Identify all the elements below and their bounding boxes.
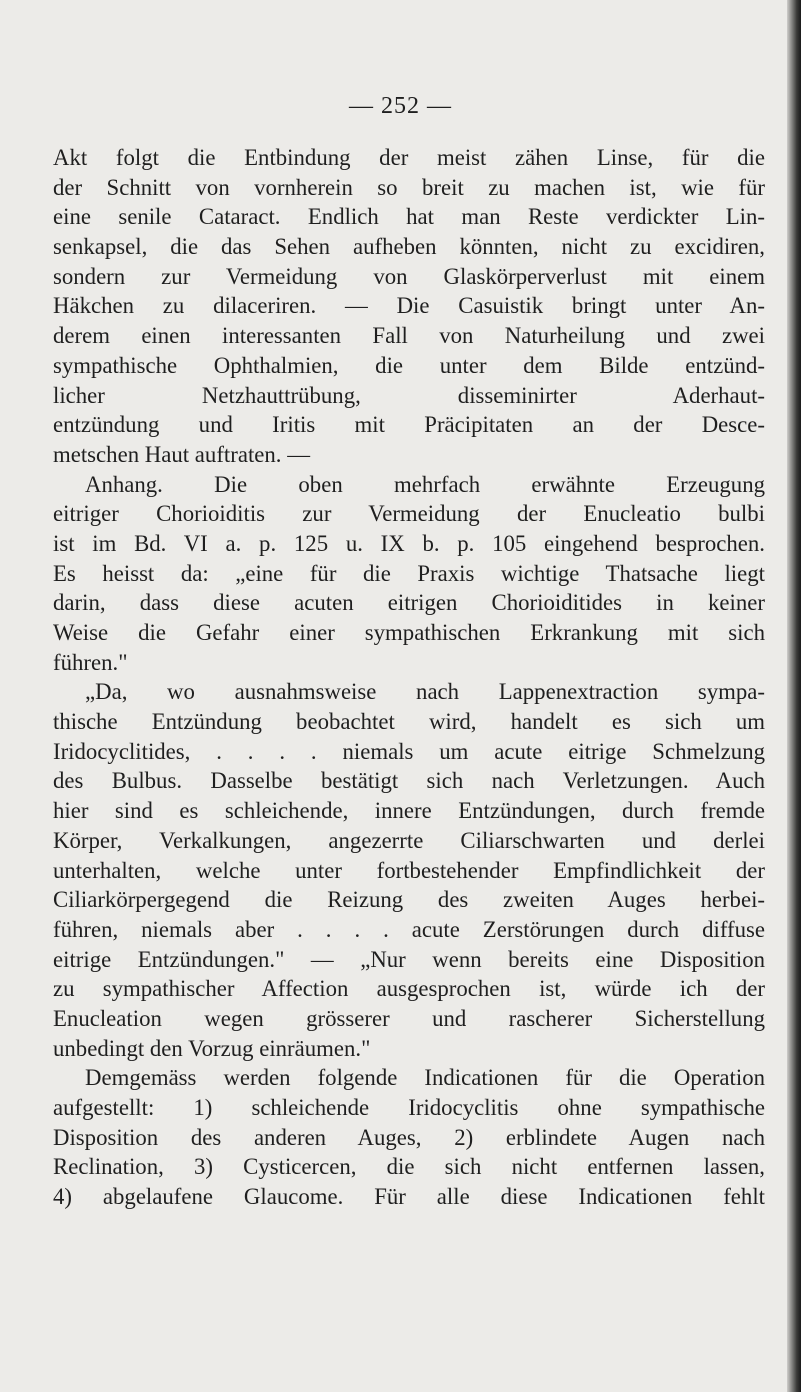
text-line: entzündung und Iritis mit Präcipitaten an der Desce- [53, 412, 765, 438]
body-text [53, 143, 765, 1212]
text-line: „Da, wo ausnahmsweise nach Lappenextraction sympa- [85, 679, 765, 705]
text-line: darin, dass diese acuten eitrigen Chorioiditides in keiner [53, 590, 765, 616]
text-line: unbedingt den Vorzug einräumen." [53, 1035, 371, 1061]
text-line: thische Entzündung beobachtet wird, handelt es sich um [53, 709, 765, 735]
text-line: Es heisst da: „eine für die Praxis wichtige Thatsache liegt [53, 560, 765, 586]
text-line: 4) abgelaufene Glaucome. Für alle diese Indicationen fehlt [53, 1184, 765, 1210]
text-line: sympathische Ophthalmien, die unter dem Bilde entzünd- [53, 352, 765, 378]
text-line: hier sind es schleichende, innere Entzündungen, durch fremde [53, 798, 765, 824]
text-line: ist im Bd. VI a. p. 125 u. IX b. p. 105 eingehend besprochen. [53, 530, 765, 556]
text-line: eine senile Cataract. Endlich hat man Reste verdickter Lin- [53, 204, 765, 230]
text-line: führen, niemals aber . . . . acute Zerstörungen durch diffuse [53, 916, 765, 942]
text-line: metschen Haut auftraten. — [53, 441, 310, 467]
text-line: eitriger Chorioiditis zur Vermeidung der Enucleatio bulbi [53, 501, 765, 527]
text-line: Anhang. Die oben mehrfach erwähnte Erzeugung [85, 471, 765, 497]
text-line: licher Netzhauttrübung, disseminirter Aderhaut- [53, 382, 765, 408]
text-line: eitrige Entzündungen." — „Nur wenn bereits eine Disposition [53, 946, 765, 972]
page-edge-shadow [787, 0, 801, 1392]
text-line: senkapsel, die das Sehen aufheben könnten, nicht zu excidiren, [53, 234, 765, 260]
text-line: Demgemäss werden folgende Indicationen für die Operation [85, 1065, 765, 1091]
text-line: unterhalten, welche unter fortbestehender Empfindlichkeit der [53, 857, 765, 883]
text-line: derem einen interessanten Fall von Naturheilung und zwei [53, 323, 765, 349]
page-number: — 252 — [349, 93, 452, 119]
text-line: zu sympathischer Affection ausgesprochen ist, würde ich der [53, 976, 765, 1002]
text-line: des Bulbus. Dasselbe bestätigt sich nach Verletzungen. Auch [53, 768, 765, 794]
text-line: führen." [53, 649, 128, 675]
text-line: Körper, Verkalkungen, angezerrte Ciliarschwarten und derlei [53, 827, 765, 853]
text-line: Iridocyclitides, . . . . niemals um acute eitrige Schmelzung [53, 738, 765, 764]
text-line: Ciliarkörpergegend die Reizung des zweiten Auges herbei- [53, 887, 765, 913]
text-line: aufgestellt: 1) schleichende Iridocyclitis ohne sympathische [53, 1095, 765, 1120]
text-line: Häkchen zu dilaceriren. — Die Casuistik bringt unter An- [53, 293, 765, 319]
text-line: Akt folgt die Entbindung der meist zähen Linse, für die [53, 145, 765, 170]
text-line: der Schnitt von vornherein so breit zu machen ist, wie für [53, 174, 765, 200]
text-line: Enucleation wegen grösserer und rascherer Sicherstellung [53, 1005, 765, 1031]
text-line: Weise die Gefahr einer sympathischen Erkrankung mit sich [53, 620, 765, 645]
text-line: Reclination, 3) Cysticercen, die sich nicht entfernen lassen, [53, 1154, 765, 1180]
text-line: sondern zur Vermeidung von Glaskörperverlust mit einem [53, 263, 765, 289]
text-line: Disposition des anderen Auges, 2) erblindete Augen nach [53, 1124, 765, 1150]
